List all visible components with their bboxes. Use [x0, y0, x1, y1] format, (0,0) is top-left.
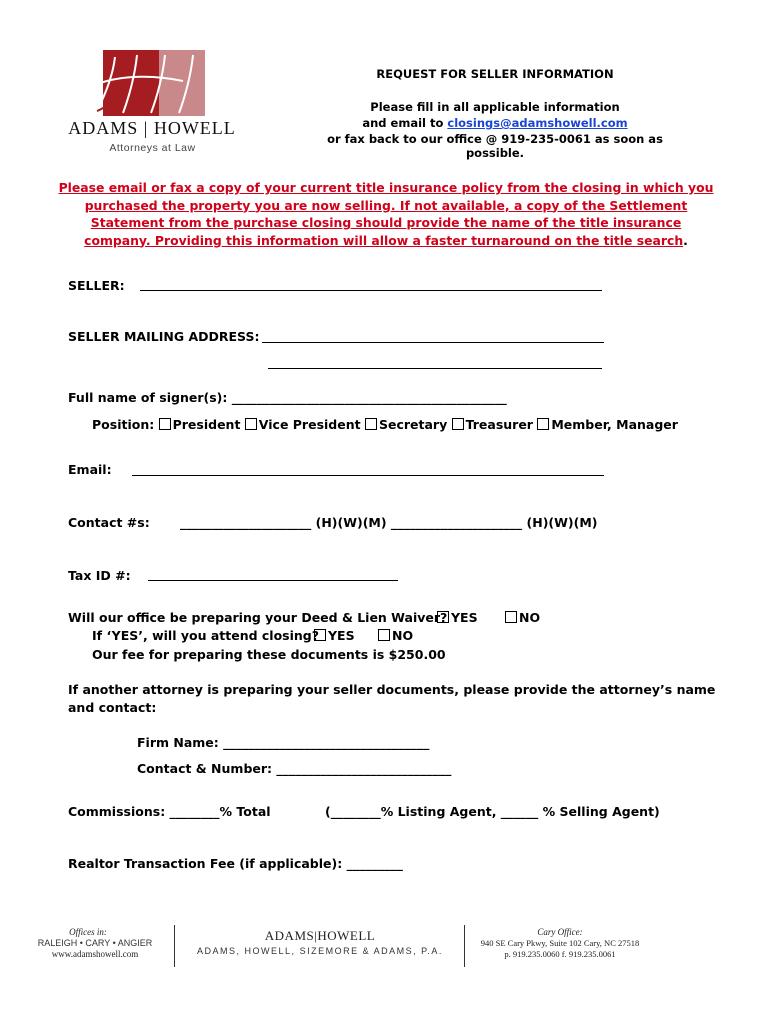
- checkbox-icon: [365, 418, 377, 430]
- contact-numbers-field[interactable]: _____________________ (H)(W)(M) _____________________ (H)(W)(M): [180, 515, 598, 530]
- email-input[interactable]: [132, 475, 604, 476]
- deed-yes-label: YES: [451, 610, 478, 625]
- another-attorney-text: If another attorney is preparing your seller documents, please provide the attorney’s name and contact:: [68, 682, 716, 715]
- footer-website[interactable]: www.adamshowell.com: [51, 949, 139, 959]
- checkbox-icon: [314, 629, 326, 641]
- mailing-address-input-2[interactable]: [268, 368, 602, 369]
- seller-input[interactable]: [140, 290, 602, 291]
- realtor-fee-field[interactable]: Realtor Transaction Fee (if applicable): _________: [68, 856, 403, 871]
- attend-yes-checkbox[interactable]: [314, 628, 355, 643]
- mailing-address-input-1[interactable]: [262, 342, 604, 343]
- checkbox-icon: [452, 418, 464, 430]
- deed-no-checkbox[interactable]: [505, 610, 540, 625]
- logo-firm-name: ADAMS | HOWELL: [68, 118, 236, 138]
- footer-cary-label: Cary Office:: [537, 927, 583, 937]
- checkbox-icon: [505, 611, 517, 623]
- footer-divider-right: [464, 925, 465, 967]
- fee-text: Our fee for preparing these documents is $250.00: [92, 647, 446, 662]
- logo-subtitle: Attorneys at Law: [109, 142, 196, 154]
- checkbox-icon: [159, 418, 171, 430]
- checkbox-member-manager[interactable]: [537, 417, 678, 432]
- attend-yes-label: YES: [328, 628, 355, 643]
- checkbox-icon: [245, 418, 257, 430]
- checkbox-icon: [537, 418, 549, 430]
- checkbox-president[interactable]: [159, 417, 241, 432]
- page-title: REQUEST FOR SELLER INFORMATION: [376, 67, 614, 81]
- checkbox-secretary[interactable]: [365, 417, 447, 432]
- footer-offices-list: RALEIGH • CARY • ANGIER: [37, 938, 153, 948]
- contact-number-field[interactable]: Contact & Number: ____________________________: [137, 761, 452, 776]
- instructions-line3: or fax back to our office @ 919-235-0061 as soon as possible.: [327, 132, 663, 160]
- president-label: President: [172, 417, 241, 432]
- instructions-line1: Please fill in all applicable information: [370, 100, 620, 114]
- notice-period: .: [683, 232, 688, 248]
- instructions-line2-prefix: and email to: [362, 116, 448, 130]
- position-row: [92, 417, 678, 432]
- firm-name-field[interactable]: Firm Name: _________________________________: [137, 735, 430, 750]
- position-label: Position:: [92, 417, 155, 432]
- title-policy-notice: [56, 179, 716, 249]
- member-manager-label: Member, Manager: [551, 417, 678, 432]
- footer-firm-name: ADAMS|HOWELL: [264, 928, 376, 943]
- taxid-input[interactable]: [148, 580, 398, 581]
- email-label: Email:: [68, 462, 112, 477]
- commissions-split-field[interactable]: (________% Listing Agent, ______ % Selling Agent): [325, 804, 660, 819]
- secretary-label: Secretary: [378, 417, 448, 432]
- vice-president-label: Vice President: [258, 417, 361, 432]
- footer-cary-address: 940 SE Cary Pkwy, Suite 102 Cary, NC 27518: [480, 938, 640, 948]
- footer-divider-left: [174, 925, 175, 967]
- commissions-field[interactable]: Commissions: ________% Total: [68, 804, 271, 819]
- signers-field[interactable]: Full name of signer(s): ____________________________________________: [68, 390, 507, 405]
- firm-logo: [45, 45, 260, 160]
- checkbox-vice-president[interactable]: [245, 417, 361, 432]
- seller-label: SELLER:: [68, 278, 125, 293]
- checkbox-icon: [378, 629, 390, 641]
- deed-question: Will our office be preparing your Deed & Lien Waiver?: [68, 610, 448, 625]
- email-link[interactable]: closings@adamshowell.com: [447, 116, 628, 130]
- deed-yes-checkbox[interactable]: [437, 610, 478, 625]
- treasurer-label: Treasurer: [465, 417, 533, 432]
- instructions-line2: [300, 116, 690, 130]
- attend-no-label: NO: [392, 628, 414, 643]
- attend-question: If ‘YES’, will you attend closing?: [92, 628, 319, 643]
- footer-firm-full-name: ADAMS, HOWELL, SIZEMORE & ADAMS, P.A.: [197, 946, 443, 956]
- deed-no-label: NO: [519, 610, 541, 625]
- footer-cary-phone: p. 919.235.0060 f. 919.235.0061: [504, 949, 616, 959]
- footer-offices-label: Offices in:: [69, 927, 107, 937]
- contact-label: Contact #s:: [68, 515, 150, 530]
- notice-text: Please email or fax a copy of your current title insurance policy from the closing in which you purchased the property you are now selling. If not available, a copy of the Settlement Statement from the purchase closing should provide the name of the title insurance company. Providing this information will allow a faster turnaround on the title search: [58, 180, 714, 248]
- mailing-address-label: SELLER MAILING ADDRESS:: [68, 329, 260, 344]
- checkbox-icon: [437, 611, 449, 623]
- attend-no-checkbox[interactable]: [378, 628, 413, 643]
- taxid-label: Tax ID #:: [68, 568, 131, 583]
- checkbox-treasurer[interactable]: [452, 417, 533, 432]
